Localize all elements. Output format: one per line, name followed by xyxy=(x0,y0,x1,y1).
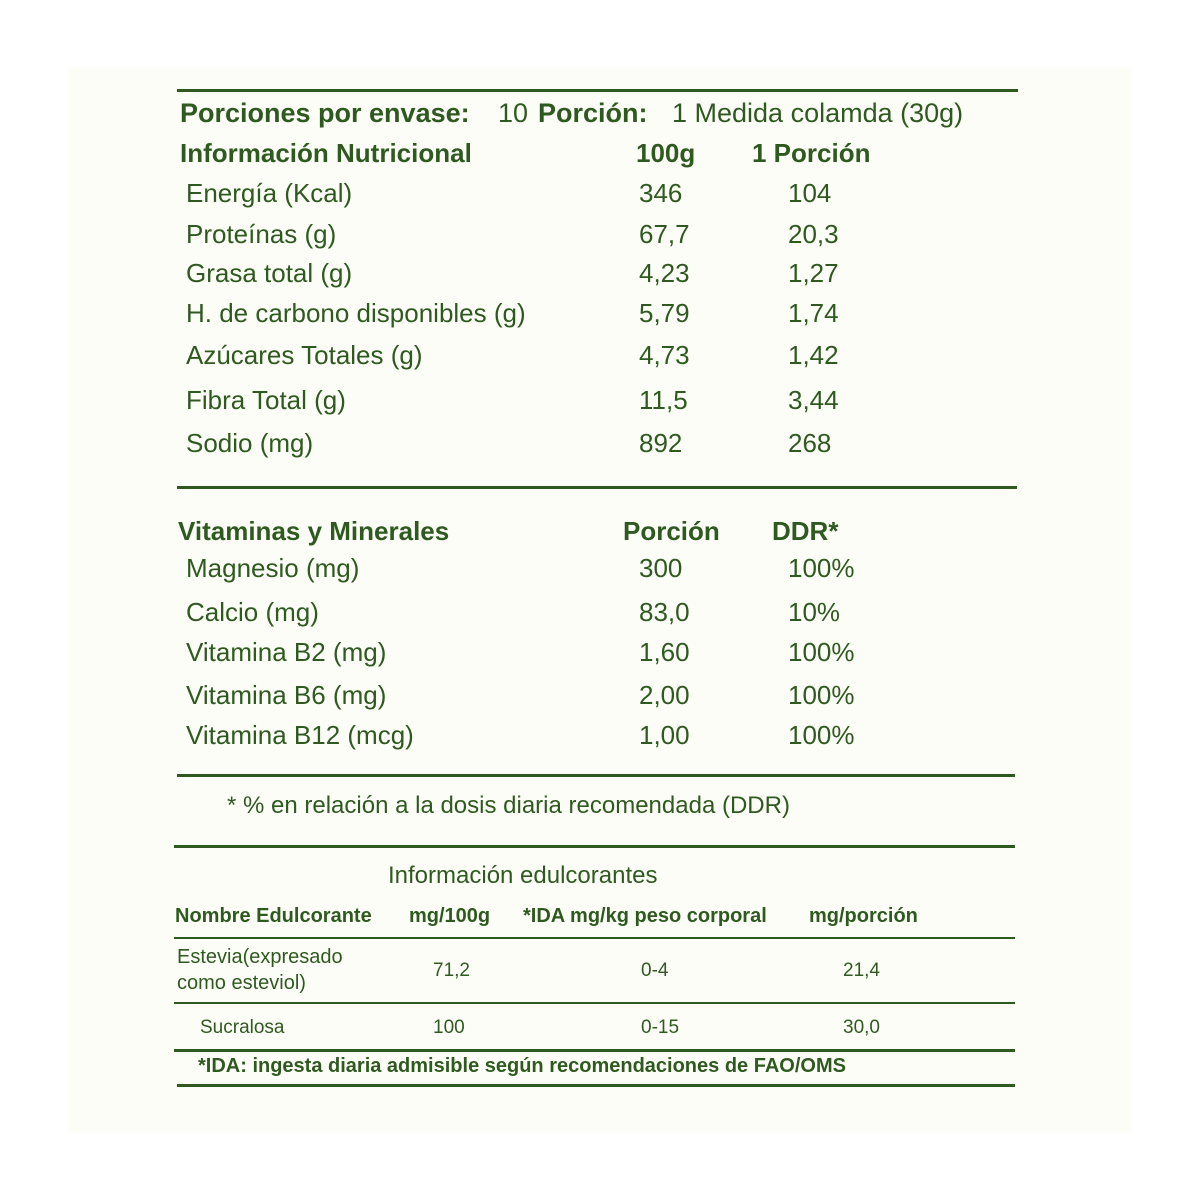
nutrient-name: Proteínas (g) xyxy=(186,219,337,249)
sweetener-header-ida: *IDA mg/kg peso corporal xyxy=(523,905,767,927)
nutrient-per100: 5,79 xyxy=(639,298,690,328)
ida-footnote: *IDA: ingesta diaria admisible según recomendaciones de FAO/OMS xyxy=(198,1055,846,1077)
sweetener-header-mg100g: mg/100g xyxy=(409,905,491,927)
vitamins-title: Vitaminas y Minerales xyxy=(178,516,450,546)
nutrient-name: Grasa total (g) xyxy=(186,258,353,288)
vitamin-portion: 83,0 xyxy=(639,597,690,627)
vitamin-portion: 2,00 xyxy=(639,680,690,710)
vitamin-ddr: 100% xyxy=(788,637,855,667)
nutrition-divider xyxy=(177,486,1017,489)
sweetener-name-line1: Estevia(expresado xyxy=(177,946,343,968)
nutrient-name: Azúcares Totales (g) xyxy=(186,340,423,370)
vitamin-portion: 1,00 xyxy=(639,720,690,750)
sweetener-mg100g: 100 xyxy=(433,1017,465,1038)
sweetener-name-line1: Sucralosa xyxy=(200,1017,285,1038)
nutrition-col-portion: 1 Porción xyxy=(752,138,871,168)
sweetener-header-rule xyxy=(174,937,1015,939)
nutrient-name: Sodio (mg) xyxy=(186,428,314,458)
vitamin-name: Magnesio (mg) xyxy=(186,553,360,583)
nutrient-per100: 4,23 xyxy=(639,258,690,288)
vitamin-name: Vitamina B2 (mg) xyxy=(186,637,387,667)
ddr-footnote: * % en relación a la dosis diaria recomendada (DDR) xyxy=(227,792,790,819)
sweetener-ida: 0-15 xyxy=(641,1017,680,1038)
footnote-divider xyxy=(174,845,1015,848)
nutrient-portion: 1,42 xyxy=(788,340,839,370)
nutrient-per100: 892 xyxy=(639,428,683,458)
nutrient-per100: 4,73 xyxy=(639,340,690,370)
vitamins-divider xyxy=(177,774,1015,777)
sweeteners-title: Información edulcorantes xyxy=(388,862,658,889)
nutrient-portion: 1,74 xyxy=(788,298,839,328)
nutrient-per100: 11,5 xyxy=(639,385,688,415)
servings-value: 10 xyxy=(498,98,529,128)
nutrient-per100: 346 xyxy=(639,178,683,208)
vitamin-name: Vitamina B6 (mg) xyxy=(186,680,387,710)
vitamin-ddr: 100% xyxy=(788,720,855,750)
nutrient-portion: 1,27 xyxy=(788,258,839,288)
portion-value: 1 Medida colamda (30g) xyxy=(672,98,964,128)
vitamin-ddr: 100% xyxy=(788,680,855,710)
sweetener-header-mgportion: mg/porción xyxy=(809,905,918,927)
vitamin-name: Calcio (mg) xyxy=(186,597,319,627)
bottom-rule xyxy=(177,1084,1015,1087)
nutrient-portion: 104 xyxy=(788,178,832,208)
vitamins-col-ddr: DDR* xyxy=(772,516,839,546)
sweetener-row-rule xyxy=(174,1002,1015,1004)
nutrient-portion: 3,44 xyxy=(788,385,839,415)
vitamin-ddr: 100% xyxy=(788,553,855,583)
vitamins-col-portion: Porción xyxy=(623,516,720,546)
vitamin-portion: 1,60 xyxy=(639,637,690,667)
nutrition-col-100g: 100g xyxy=(636,138,696,168)
sweetener-name-line2: como esteviol) xyxy=(177,972,306,994)
sweetener-mgportion: 30,0 xyxy=(843,1017,880,1038)
sweetener-mg100g: 71,2 xyxy=(433,960,470,981)
nutrient-name: Energía (Kcal) xyxy=(186,178,353,208)
sweetener-header-name: Nombre Edulcorante xyxy=(175,905,372,927)
nutrient-portion: 268 xyxy=(788,428,832,458)
portion-label: Porción: xyxy=(538,98,648,128)
nutrient-per100: 67,7 xyxy=(639,219,690,249)
sweetener-mgportion: 21,4 xyxy=(843,960,880,981)
sweetener-ida: 0-4 xyxy=(641,960,669,981)
vitamin-portion: 300 xyxy=(639,553,683,583)
sweeteners-divider xyxy=(174,1049,1015,1052)
vitamin-name: Vitamina B12 (mcg) xyxy=(186,720,414,750)
top-rule xyxy=(177,89,1018,92)
nutrition-title: Información Nutricional xyxy=(180,138,472,168)
nutrient-name: H. de carbono disponibles (g) xyxy=(186,298,526,328)
nutrient-name: Fibra Total (g) xyxy=(186,385,346,415)
nutrient-portion: 20,3 xyxy=(788,219,839,249)
vitamin-ddr: 10% xyxy=(788,597,841,627)
servings-label: Porciones por envase: xyxy=(180,98,470,128)
